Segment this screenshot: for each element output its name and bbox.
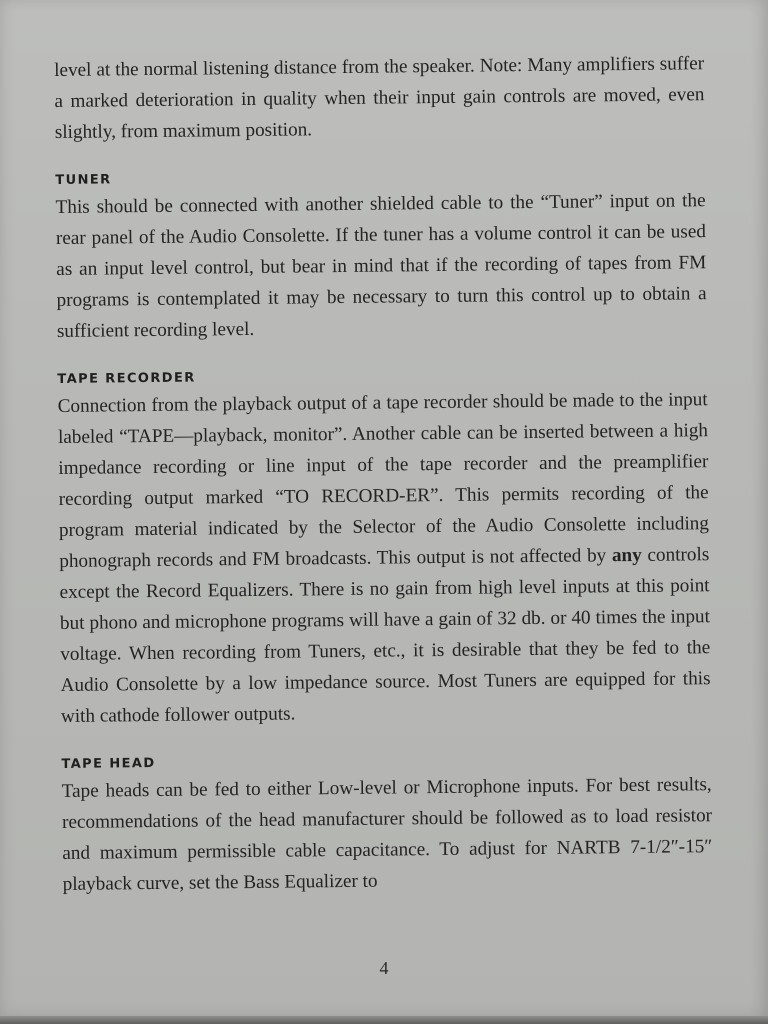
tape-recorder-text-part-2: controls except the Record Equalizers. There is no gain from high level inputs at this point but phono and microphone programs will have a gain of 32 db. or 40 times the input voltage. When recording from Tuners, etc., it is desirable that they be fed to the Audio Consolette by a low impedance source. Most Tuners are equipped for this with cathode follower outputs.	[59, 544, 711, 727]
tape-recorder-text-part-1: Connection from the playback output of a tape recorder should be made to the input labeled “TAPE—playback, monitor”. Another cable can be inserted between a high impedance recording or line input of the tape recorder and the preamplifier recording output marked “TO RECORD-ER”. This permits recording of the program material indicated by the Selector of the Audio Consolette including phonograph records and FM broadcasts. This output is not affected by	[57, 389, 710, 572]
intro-paragraph: level at the normal listening distance from the speaker. Note: Many amplifiers suffer a marked deterioration in quality when their input gain controls are moved, even slightly, from maximum position.	[54, 53, 705, 143]
page-bottom-edge	[0, 1016, 768, 1024]
paragraph-tape-recorder	[58, 384, 712, 732]
heading-tape-recorder: TAPE RECORDER	[57, 370, 196, 387]
paragraph-tuner: This should be connected with another shielded cable to the “Tuner” input on the rear panel of the Audio Consolette. If the tuner has a volume control it can be used as an input level control, but bear in mind that if the recording of tapes from FM programs is contemplated it may be necessary to turn this control up to obtain a sufficient recording level.	[55, 190, 707, 342]
heading-tape-head: TAPE HEAD	[61, 755, 156, 772]
paragraph-tape-head: Tape heads can be fed to either Low-level or Microphone inputs. For best results, recommendations of the head manufacturer should be followed as to load resistor and maximum permissible cable capacitance. To adjust for NARTB 7-1/2″-15″ playback curve, set the Bass Equalizer to	[61, 774, 713, 895]
heading-tuner: TUNER	[55, 172, 112, 188]
page-number: 4	[379, 958, 389, 978]
text-block	[54, 48, 713, 900]
tape-recorder-emphasis: any	[611, 544, 642, 567]
